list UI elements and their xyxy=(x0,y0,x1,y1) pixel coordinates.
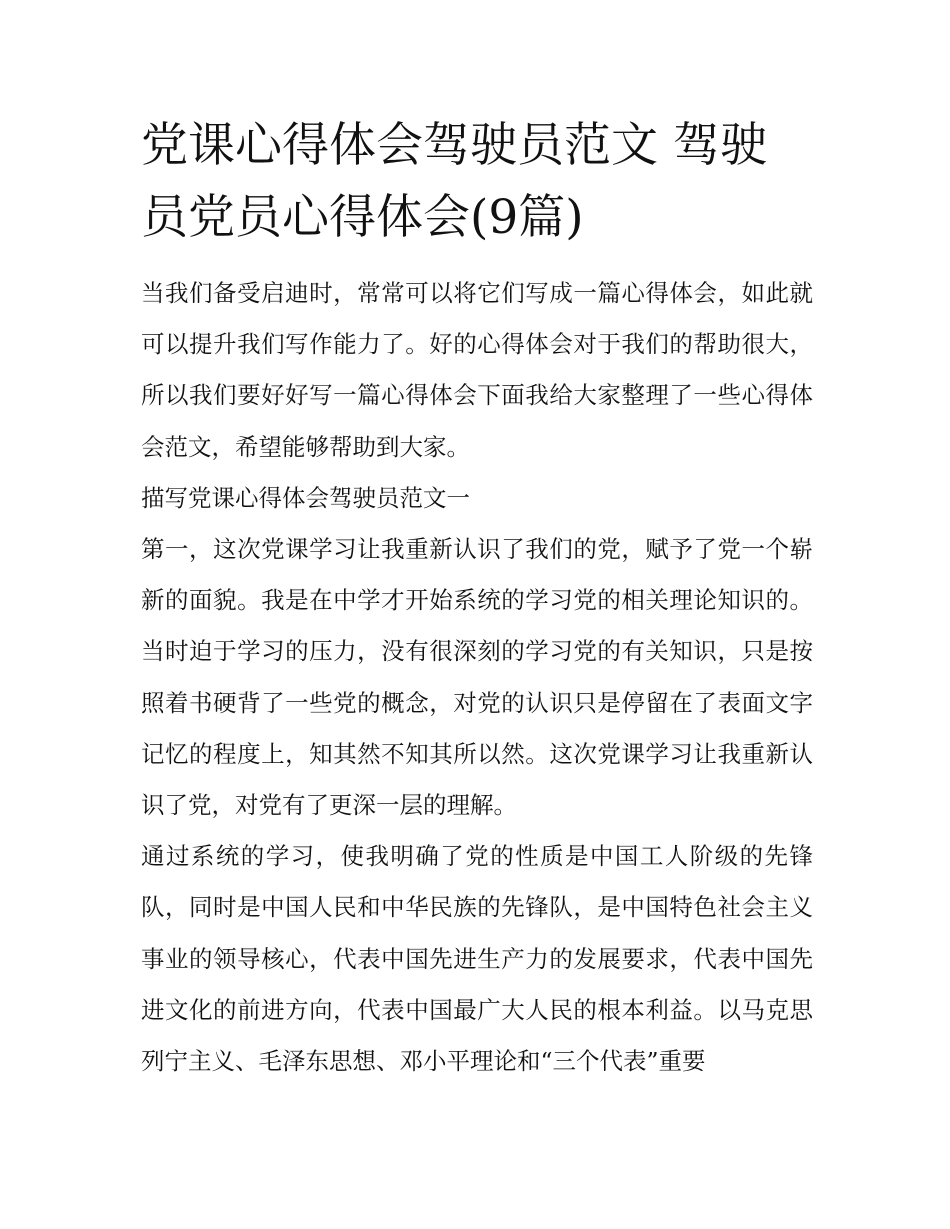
document-title: 党课心得体会驾驶员范文 驾驶员党员心得体会(9篇) xyxy=(141,118,767,245)
section-heading: 描写党课心得体会驾驶员范文一 xyxy=(141,483,470,512)
body-paragraph-1: 第一，这次党课学习让我重新认识了我们的党，赋予了党一个崭新的面貌。我是在中学才开始系统的学习党的相关理论知识的。当时迫于学习的压力，没有很深刻的学习党的有关知识，只是按照着书硬背了一些党的概念，对党的认识只是停留在了表面文字记忆的程度上，知其然不知其所以然。这次党课学习让我重新认识了党，对党有了更深一层的理解。 xyxy=(141,535,813,820)
intro-paragraph: 当我们备受启迪时，常常可以将它们写成一篇心得体会，如此就可以提升我们写作能力了。好的心得体会对于我们的帮助很大，所以我们要好好写一篇心得体会下面我给大家整理了一些心得体会范文，希望能够帮助到大家。 xyxy=(141,279,813,461)
document-body xyxy=(141,110,813,1087)
body-paragraph-2: 通过系统的学习，使我明确了党的性质是中国工人阶级的先锋队，同时是中国人民和中华民族的先锋队，是中国特色社会主义事业的领导核心，代表中国先进生产力的发展要求，代表中国先进文化的前进方向，代表中国最广大人民的根本利益。以马克思列宁主义、毛泽东思想、邓小平理论和“三个代表”重要 xyxy=(141,842,813,1076)
